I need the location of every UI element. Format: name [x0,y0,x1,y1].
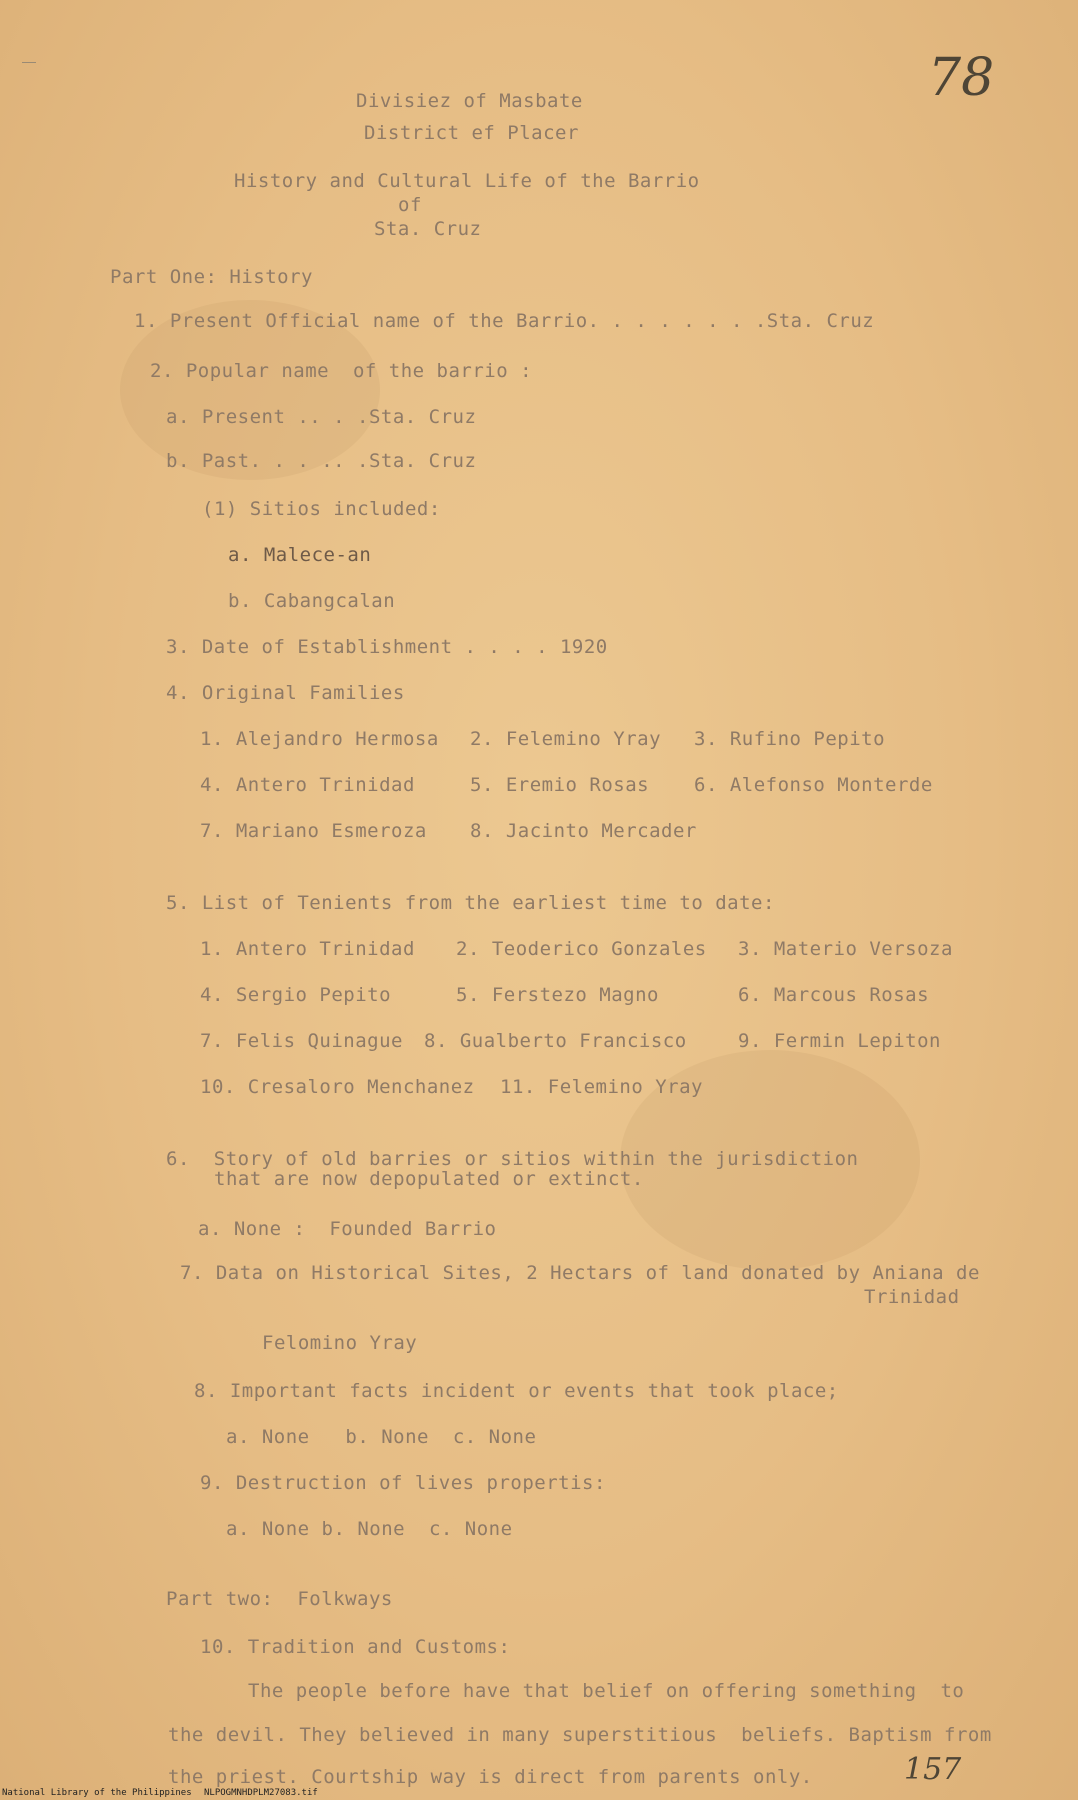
family-1: 1. Alejandro Hermosa [200,728,439,750]
sitios-label: (1) Sitios included: [202,498,441,520]
division-line: Divisiez of Masbate [356,90,583,112]
item-2a: a. Present .. . .Sta. Cruz [166,406,477,428]
family-7: 7. Mariano Esmeroza [200,820,427,842]
tenient-9: 9. Fermin Lepiton [738,1030,941,1052]
item-2b: b. Past. . . .. .Sta. Cruz [166,450,477,472]
item-10: 10. Tradition and Customs: [200,1636,511,1658]
handwritten-bottom-number: 157 [904,1752,962,1787]
title-line-1: History and Cultural Life of the Barrio [234,170,700,192]
tenient-6: 6. Marcous Rosas [738,984,930,1006]
item-3: 3. Date of Establishment . . . . 1920 [166,636,608,658]
family-4: 4. Antero Trinidad [200,774,415,796]
item-6-line-1: 6. Story of old barries or sitios within the jurisdiction [166,1148,859,1170]
tenient-10: 10. Cresaloro Menchanez [200,1076,475,1098]
family-5: 5. Eremio Rosas [470,774,650,796]
family-8: 8. Jacinto Mercader [470,820,697,842]
item-7-line-2: Trinidad [864,1286,960,1308]
item-7-line-1: 7. Data on Historical Sites, 2 Hectars of land donated by Aniana de [180,1262,980,1284]
paragraph-line-2: the devil. They believed in many superstitious beliefs. Baptism from [168,1724,992,1746]
title-line-2: of [398,194,422,216]
tenient-11: 11. Felemino Yray [500,1076,703,1098]
family-2: 2. Felemino Yray [470,728,662,750]
tenient-8: 8. Gualberto Francisco [424,1030,687,1052]
tenient-2: 2. Teoderico Gonzales [456,938,707,960]
tenient-3: 3. Materio Versoza [738,938,953,960]
paragraph-line-3: the priest. Courtship way is direct from parents only. [168,1766,813,1788]
item-7-line-3: Felomino Yray [262,1332,418,1354]
item-6a: a. None : Founded Barrio [198,1218,497,1240]
footer-file-id: NLPOGMNHDPLM27083.tif [204,1788,318,1798]
part-two-heading: Part two: Folkways [166,1588,393,1610]
tenient-7: 7. Felis Quinague [200,1030,403,1052]
district-line: District ef Placer [364,122,579,144]
item-2: 2. Popular name of the barrio : [150,360,533,382]
footer-library: National Library of the Philippines [2,1788,192,1798]
item-4: 4. Original Families [166,682,405,704]
item-6-line-2: that are now depopulated or extinct. [214,1168,644,1190]
item-8: 8. Important facts incident or events that took place; [194,1380,839,1402]
title-line-3: Sta. Cruz [374,218,482,240]
item-9: 9. Destruction of lives propertis: [200,1472,606,1494]
sitio-b: b. Cabangcalan [228,590,396,612]
family-6: 6. Alefonso Monterde [694,774,933,796]
handwritten-page-number: 78 [928,48,995,108]
item-9-values: a. None b. None c. None [226,1518,513,1540]
item-8-values: a. None b. None c. None [226,1426,537,1448]
scan-footer [0,1786,1078,1800]
paragraph-line-1: The people before have that belief on offering something to [248,1680,965,1702]
item-5: 5. List of Tenients from the earliest time to date: [166,892,775,914]
tenient-5: 5. Ferstezo Magno [456,984,659,1006]
edge-mark [22,62,36,69]
family-3: 3. Rufino Pepito [694,728,886,750]
tenient-4: 4. Sergio Pepito [200,984,392,1006]
sitio-a: a. Malece-an [228,544,372,566]
tenient-1: 1. Antero Trinidad [200,938,415,960]
item-1: 1. Present Official name of the Barrio. . . . . . . .Sta. Cruz [134,310,875,332]
part-one-heading: Part One: History [110,266,313,288]
